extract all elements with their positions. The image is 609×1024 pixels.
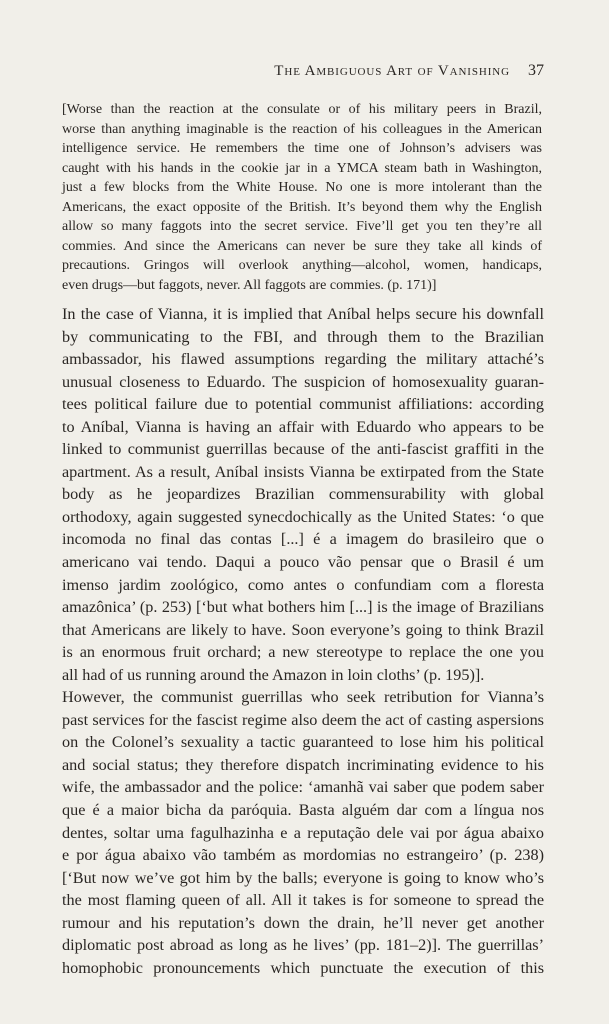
body-line: and social status; they therefore dispatch incriminating evidence to his <box>62 755 544 774</box>
body-line: rumour and his reputation’s down the drain, he’ll never get another <box>62 913 544 932</box>
quote-line: allow so many faggots into the secret service. Five’ll get you ten they’re all <box>62 219 542 234</box>
body-line: However, the communist guerrillas who seek retribution for Vianna’s <box>62 688 544 707</box>
body-line: unusual closeness to Eduardo. The suspicion of homosexuality guaran- <box>62 372 544 391</box>
body-line: linked to communist guerrillas because of the anti-fascist graffiti in the <box>62 440 544 459</box>
body-line: que é a maior bicha da paróquia. Basta alguém dar com a língua nos <box>62 801 544 820</box>
body-line: is an enormous fruit orchard; a new stereotype to replace the one you <box>62 643 544 662</box>
body-line: by communicating to the FBI, and through them to the Brazilian <box>62 327 544 346</box>
body-line: orthodoxy, again suggested synecdochically as the United States: ‘o que <box>62 507 544 526</box>
body-line: wife, the ambassador and the police: ‘amanhã vai saber que podem saber <box>62 778 544 797</box>
quote-line: Americans, the exact opposite of the British. It’s beyond them why the English <box>62 199 542 215</box>
quote-line: just a few blocks from the White House. No one is more intolerant than the <box>62 180 542 195</box>
body-line: imenso jardim zoológico, como antes o confundiam com a floresta <box>62 575 544 594</box>
quote-line: precautions. Gringos will overlook anything—alcohol, women, handicaps, <box>62 258 542 273</box>
body-line: dentes, soltar uma fagulhazinha e a reputação dele vai por água abaixo <box>62 823 544 842</box>
body-line: to Aníbal, Vianna is having an affair with Eduardo who appears to be <box>62 417 544 436</box>
page-number: 37 <box>528 62 544 79</box>
quote-line: even drugs—but faggots, never. All faggots are commies. (p. 171)] <box>62 277 437 293</box>
body-line: e por água abaixo vão também as mordomias no estrangeiro’ (p. 238) <box>62 846 544 865</box>
body-line: [‘But now we’ve got him by the balls; everyone is going to know who’s <box>62 868 544 887</box>
body-line: americano vai tendo. Daqui a pouco vão pensar que o Brasil é um <box>62 553 544 572</box>
body-line: on the Colonel’s sexuality a tactic guaranteed to lose him his political <box>62 733 544 752</box>
running-title: The Ambiguous Art of Vanishing <box>274 63 510 79</box>
body-line: apartment. As a result, Aníbal insists Vianna be extirpated from the State <box>62 462 544 481</box>
quote-line: commies. And since the Americans can never be sure they take all kinds of <box>62 238 542 254</box>
body-line: incomoda no final das contas [...] é a imagem do brasileiro que o <box>62 530 544 549</box>
body-line: diplomatic post abroad as long as he lives’ (pp. 181–2)]. The guerrillas’ <box>62 936 544 955</box>
quote-line: intelligence service. He remembers the time one of Johnson’s advisers was <box>62 141 542 156</box>
body-line: amazônica’ (p. 253) [‘but what bothers him [...] is the image of Brazilians <box>62 598 544 617</box>
body-line: body as he jeopardizes Brazilian commensurability with global <box>62 485 544 504</box>
block-quote <box>62 100 542 295</box>
body-paragraph <box>62 303 544 979</box>
body-line: that Americans are likely to have. Soon everyone’s going to think Brazil <box>62 620 544 639</box>
quote-line: worse than anything imaginable is the reaction of his colleagues in the American <box>62 121 542 137</box>
body-line: past services for the fascist regime also deem the act of casting aspersions <box>62 710 544 729</box>
body-line: the most flaming queen of all. All it takes is for someone to spread the <box>62 891 544 910</box>
body-line: tees political failure due to potential communist affiliations: according <box>62 395 544 414</box>
quote-line: [Worse than the reaction at the consulate or of his military peers in Brazil, <box>62 102 542 117</box>
body-line: homophobic pronouncements which punctuate the execution of this <box>62 958 544 977</box>
body-line: ambassador, his flawed assumptions regarding the military attaché’s <box>62 350 544 369</box>
running-head <box>60 63 544 85</box>
body-line: In the case of Vianna, it is implied that Aníbal helps secure his downfall <box>62 305 544 323</box>
body-line: all had of us running around the Amazon in loin cloths’ (p. 195)]. <box>62 665 485 684</box>
quote-line: caught with his hands in the cookie jar in a YMCA steam bath in Washington, <box>62 160 542 176</box>
